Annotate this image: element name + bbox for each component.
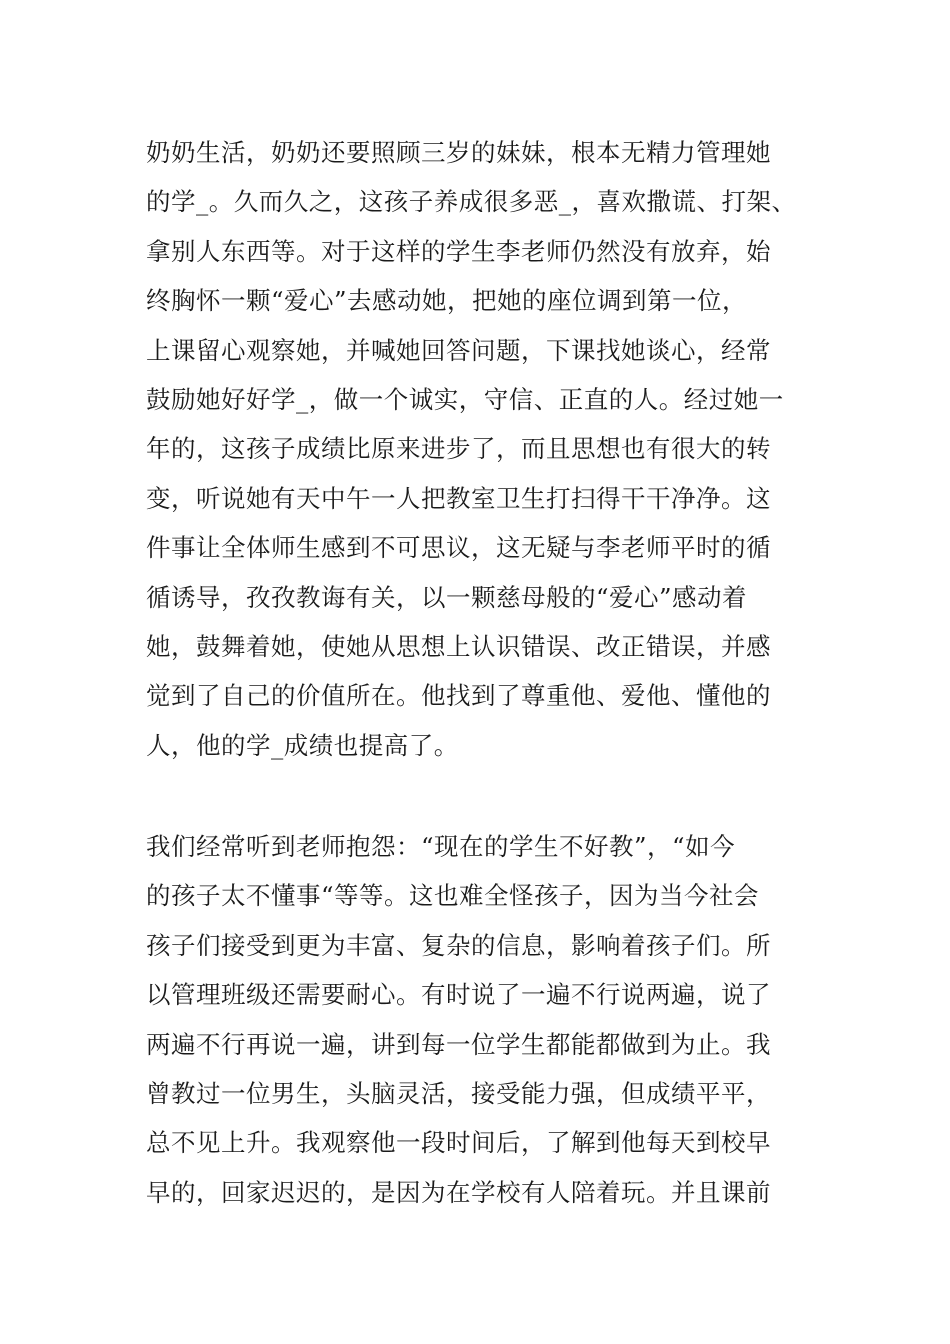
text-line: 觉到了自己的价值所在。他找到了尊重他、爱他、懂他的 [146, 681, 771, 711]
paragraph-2 [146, 822, 836, 1217]
text-line: 总不见上升。我观察他一段时间后，了解到他每天到校早 [146, 1128, 771, 1158]
text-line: 她，鼓舞着她，使她从思想上认识错误、改正错误，并感 [146, 631, 771, 661]
text-line: 年的，这孩子成绩比原来进步了，而且思想也有很大的转 [146, 434, 771, 464]
paragraph-1 [146, 128, 836, 770]
text-line: 的学_。久而久之，这孩子养成很多恶_，喜欢撒谎、打架、 [146, 187, 797, 217]
text-line: 我们经常听到老师抱怨：“现在的学生不好教”，“如今 [146, 832, 736, 861]
text-line: 奶奶生活，奶奶还要照顾三岁的妹妹，根本无精力管理她 [146, 138, 771, 167]
text-line: 曾教过一位男生，头脑灵活，接受能力强，但成绩平平， [146, 1078, 771, 1108]
text-line: 上课留心观察她，并喊她回答问题，下课找她谈心，经常 [146, 335, 771, 365]
text-line: 早的，回家迟迟的，是因为在学校有人陪着玩。并且课前 [146, 1177, 771, 1207]
text-line: 件事让全体师生感到不可思议，这无疑与李老师平时的循 [146, 533, 771, 563]
text-line: 的孩子太不懂事“等等。这也难全怪孩子，因为当今社会 [146, 881, 760, 911]
text-line: 以管理班级还需要耐心。有时说了一遍不行说两遍，说了 [146, 980, 771, 1010]
text-line: 孩子们接受到更为丰富、复杂的信息，影响着孩子们。所 [146, 930, 771, 960]
text-line: 人，他的学_成绩也提高了。 [146, 730, 459, 760]
text-line: 变，听说她有天中午一人把教室卫生打扫得干干净净。这 [146, 483, 771, 513]
text-line: 循诱导，孜孜教诲有关，以一颗慈母般的“爱心”感动着 [146, 582, 748, 612]
text-line: 两遍不行再说一遍，讲到每一位学生都能都做到为止。我 [146, 1029, 771, 1059]
text-line: 鼓励她好好学_，做一个诚实，守信、正直的人。经过她一 [146, 384, 784, 414]
text-line: 终胸怀一颗“爱心”去感动她，把她的座位调到第一位， [146, 286, 748, 316]
text-line: 拿别人东西等。对于这样的学生李老师仍然没有放弃，始 [146, 236, 771, 266]
